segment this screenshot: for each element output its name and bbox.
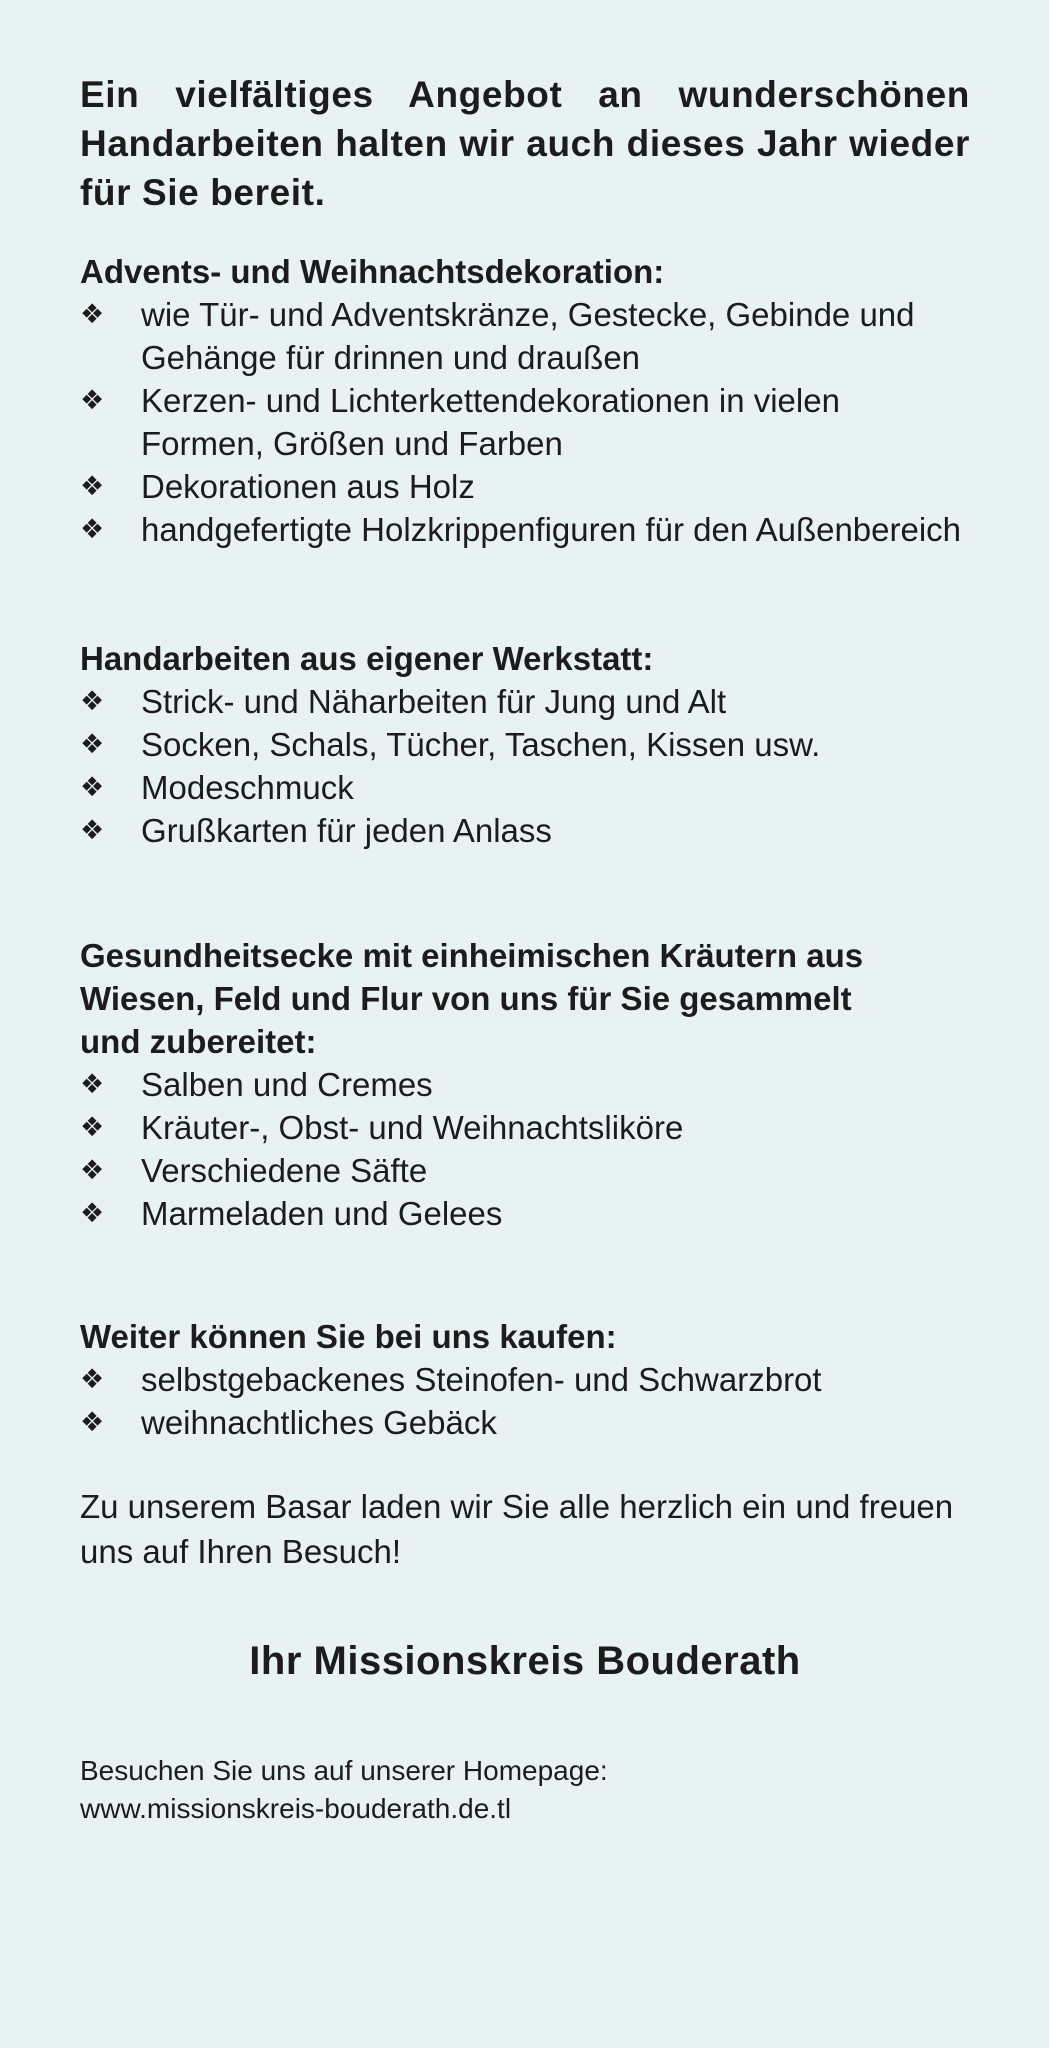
bullet-icon: ❖ <box>80 1407 105 1438</box>
bullet-icon: ❖ <box>80 1112 105 1143</box>
list-item <box>80 723 970 766</box>
list-item <box>80 1192 970 1235</box>
item-list <box>80 1358 970 1444</box>
list-item <box>80 1401 970 1444</box>
list-item <box>80 1358 970 1401</box>
bullet-icon: ❖ <box>80 686 105 717</box>
section-gesundheitsecke <box>80 934 970 1235</box>
intro-paragraph: Ein vielfältiges Angebot an wunderschönen Handarbeiten halten wir auch dieses Jahr wieder für Sie bereit. <box>80 74 970 213</box>
section-heading: Weiter können Sie bei uns kaufen: <box>80 1318 617 1355</box>
homepage-block <box>80 1752 970 1828</box>
closing-text: Zu unserem Basar laden wir Sie alle herzlich ein und freuen uns auf Ihren Besuch! <box>80 1488 954 1570</box>
list-item <box>80 379 970 465</box>
bullet-icon: ❖ <box>80 385 105 416</box>
list-item <box>80 1063 970 1106</box>
list-item-text: Marmeladen und Gelees <box>141 1195 503 1232</box>
signature: Ihr Missionskreis Bouderath <box>249 1639 801 1683</box>
bullet-icon: ❖ <box>80 299 105 330</box>
list-item-text: handgefertigte Holzkrippenfiguren für den Außenbereich <box>141 511 962 548</box>
bullet-icon: ❖ <box>80 1069 105 1100</box>
list-item <box>80 1149 970 1192</box>
list-item-text: Grußkarten für jeden Anlass <box>141 812 552 849</box>
list-item <box>80 680 970 723</box>
homepage-link[interactable]: www.missionskreis-bouderath.de.tl <box>80 1793 512 1824</box>
section-weiter-kaufen <box>80 1315 970 1444</box>
list-item-text: Verschiedene Säfte <box>141 1152 428 1189</box>
list-item <box>80 766 970 809</box>
list-item-text: Socken, Schals, Tücher, Taschen, Kissen usw. <box>141 726 821 763</box>
item-list <box>80 293 970 551</box>
item-list <box>80 1063 970 1235</box>
bullet-icon: ❖ <box>80 1198 105 1229</box>
bullet-icon: ❖ <box>80 514 105 545</box>
list-item <box>80 1106 970 1149</box>
section-heading: Handarbeiten aus eigener Werkstatt: <box>80 640 654 677</box>
list-item-text: Kräuter-, Obst- und Weihnachtsliköre <box>141 1109 684 1146</box>
list-item-text: wie Tür- und Adventskränze, Gestecke, Gebinde und Gehänge für drinnen und draußen <box>141 296 915 376</box>
list-item-text: weihnachtliches Gebäck <box>141 1404 497 1441</box>
list-item <box>80 293 970 379</box>
list-item-text: Modeschmuck <box>141 769 354 806</box>
list-item <box>80 809 970 852</box>
section-advent <box>80 250 970 551</box>
section-heading: Gesundheitsecke mit einheimischen Kräutern aus Wiesen, Feld und Flur von uns für Sie gesammelt und zubereitet: <box>80 937 864 1060</box>
bullet-icon: ❖ <box>80 815 105 846</box>
list-item <box>80 465 970 508</box>
list-item-text: Strick- und Näharbeiten für Jung und Alt <box>141 683 727 720</box>
bullet-icon: ❖ <box>80 1364 105 1395</box>
list-item-text: Salben und Cremes <box>141 1066 433 1103</box>
section-heading: Advents- und Weihnachtsdekoration: <box>80 253 665 290</box>
list-item-text: Kerzen- und Lichterkettendekorationen in vielen Formen, Größen und Farben <box>141 382 840 462</box>
bullet-icon: ❖ <box>80 772 105 803</box>
item-list <box>80 680 970 852</box>
bullet-icon: ❖ <box>80 1155 105 1186</box>
list-item-text: selbstgebackenes Steinofen- und Schwarzbrot <box>141 1361 822 1398</box>
homepage-label: Besuchen Sie uns auf unserer Homepage: <box>80 1755 608 1786</box>
flyer-page <box>80 70 970 1828</box>
section-handarbeiten <box>80 637 970 852</box>
bullet-icon: ❖ <box>80 729 105 760</box>
list-item-text: Dekorationen aus Holz <box>141 468 475 505</box>
bullet-icon: ❖ <box>80 471 105 502</box>
list-item <box>80 508 970 551</box>
